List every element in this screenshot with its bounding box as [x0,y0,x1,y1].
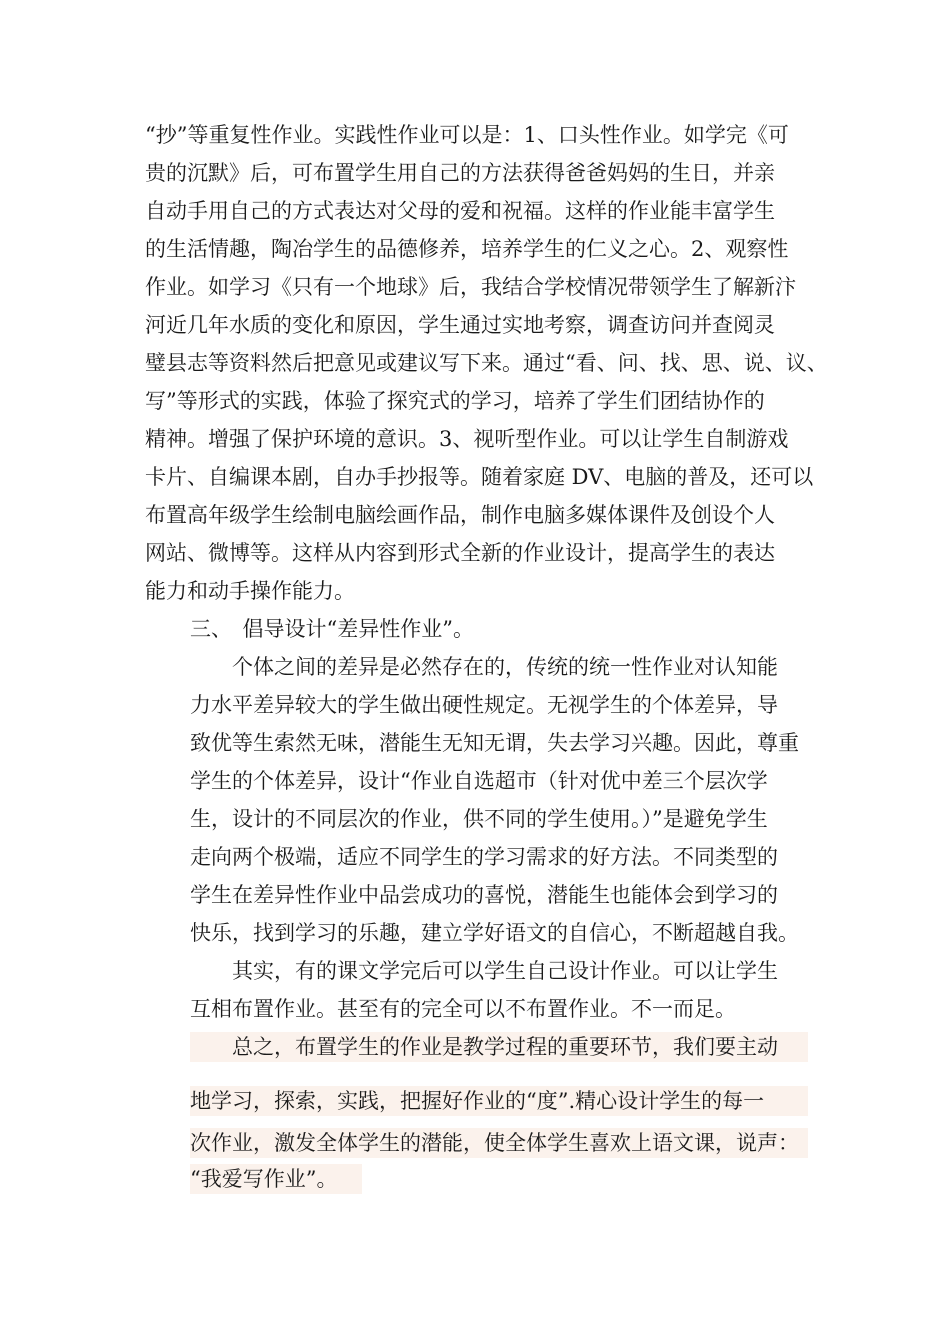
paragraph-line: 能力和动手操作能力。 [145,579,355,603]
paragraph-line: 卡片、自编课本剧，自办手抄报等。随着家庭 DV、电脑的普及，还可以 [145,465,814,489]
paragraph-line: 布置高年级学生绘制电脑绘画作品，制作电脑多媒体课件及创设个人 [145,503,775,527]
paragraph-line: 网站、微博等。这样从内容到形式全新的作业设计，提高学生的表达 [145,541,775,565]
paragraph-line: 写”等形式的实践，体验了探究式的学习，培养了学生们团结协作的 [145,389,765,413]
paragraph-line: 其实，有的课文学完后可以学生自己设计作业。可以让学生 [190,959,778,983]
paragraph-line: 致优等生索然无味，潜能生无知无谓，失去学习兴趣。因此，尊重 [190,731,799,755]
paragraph-line: 次作业，激发全体学生的潜能，使全体学生喜欢上语文课，说声： [190,1128,808,1158]
paragraph-line: 精神。增强了保护环境的意识。3、视听型作业。可以让学生自制游戏 [145,427,789,451]
paragraph-line: 作业。如学习《只有一个地球》后，我结合学校情况带领学生了解新汴 [145,275,796,299]
section-heading: 三、 倡导设计“差异性作业”。 [190,617,474,641]
paragraph-line: 学生在差异性作业中品尝成功的喜悦，潜能生也能体会到学习的 [190,883,778,907]
paragraph-line: “我爱写作业”。 [190,1164,362,1194]
paragraph-line: 的生活情趣，陶冶学生的品德修养，培养学生的仁义之心。2、观察性 [145,237,789,261]
paragraph-line: 总之，布置学生的作业是教学过程的重要环节，我们要主动 [190,1032,808,1062]
paragraph-line: 河近几年水质的变化和原因，学生通过实地考察，调查访问并查阅灵 [145,313,775,337]
paragraph-line: 璧县志等资料然后把意见或建议写下来。通过“看、问、找、思、说、议、 [145,351,828,375]
paragraph-line: “抄”等重复性作业。实践性作业可以是：1、口头性作业。如学完《可 [145,123,789,147]
paragraph-line: 贵的沉默》后，可布置学生用自己的方法获得爸爸妈妈的生日，并亲 [145,161,775,185]
paragraph-line: 自动手用自己的方式表达对父母的爱和祝福。这样的作业能丰富学生 [145,199,775,223]
paragraph-line: 走向两个极端，适应不同学生的学习需求的好方法。不同类型的 [190,845,778,869]
paragraph-line: 生，设计的不同层次的作业，供不同的学生使用。）”是避免学生 [190,807,768,831]
paragraph-line: 互相布置作业。甚至有的完全可以不布置作业。不一而足。 [190,997,736,1021]
paragraph-line: 学生的个体差异，设计“作业自选超市（针对优中差三个层次学 [190,769,768,793]
paragraph-line: 力水平差异较大的学生做出硬性规定。无视学生的个体差异，导 [190,693,778,717]
paragraph-line: 地学习，探索，实践，把握好作业的“度”.精心设计学生的每一 [190,1086,808,1116]
paragraph-line: 快乐，找到学习的乐趣，建立学好语文的自信心，不断超越自我。 [190,921,799,945]
paragraph-line: 个体之间的差异是必然存在的，传统的统一性作业对认知能 [190,655,778,679]
